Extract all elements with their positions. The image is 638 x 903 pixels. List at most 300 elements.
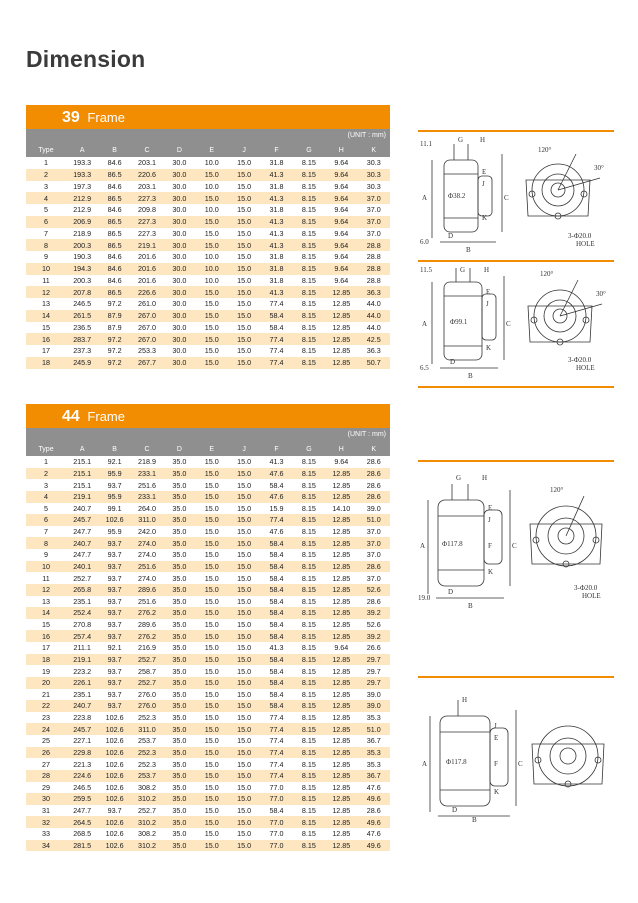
- table-cell: 12.85: [325, 747, 357, 759]
- table-cell: 212.9: [66, 204, 98, 216]
- table-cell: 58.4: [260, 689, 292, 701]
- table-cell: 8.15: [293, 596, 325, 608]
- table-cell: 15.0: [228, 239, 260, 251]
- table-cell: 17: [26, 642, 66, 654]
- table-cell: 87.9: [98, 322, 130, 334]
- table-cell: 265.8: [66, 584, 98, 596]
- table-cell: 12.85: [325, 700, 357, 712]
- column-header: K: [358, 143, 390, 157]
- table-cell: 8.15: [293, 251, 325, 263]
- table-cell: 41.3: [260, 228, 292, 240]
- table-cell: 41.3: [260, 456, 292, 468]
- column-header: C: [131, 143, 163, 157]
- diagram-label: A: [422, 320, 428, 328]
- table-cell: 15.0: [196, 654, 228, 666]
- table-cell: 15.0: [196, 561, 228, 573]
- table-cell: 190.3: [66, 251, 98, 263]
- table-cell: 8.15: [293, 468, 325, 480]
- table-cell: 30.0: [163, 169, 195, 181]
- table-row: [26, 286, 390, 298]
- divider: [418, 460, 614, 462]
- diagram-label: Φ117.8: [442, 540, 463, 548]
- table-cell: 311.0: [131, 723, 163, 735]
- table-cell: 203.1: [131, 181, 163, 193]
- table-cell: 15.0: [196, 310, 228, 322]
- table-row: [26, 537, 390, 549]
- table-cell: 12.85: [325, 689, 357, 701]
- table-cell: 97.2: [98, 345, 130, 357]
- table-cell: 8.15: [293, 157, 325, 169]
- table-cell: 15.0: [196, 700, 228, 712]
- table-cell: 84.6: [98, 251, 130, 263]
- table-cell: 92.1: [98, 642, 130, 654]
- table-cell: 15.0: [196, 758, 228, 770]
- table-cell: 35.0: [163, 503, 195, 515]
- table-cell: 15.0: [228, 654, 260, 666]
- table-cell: 215.1: [66, 456, 98, 468]
- table-cell: 93.7: [98, 677, 130, 689]
- table-cell: 215.1: [66, 468, 98, 480]
- table-cell: 49.6: [358, 840, 390, 852]
- diagram-label: H: [462, 696, 468, 704]
- table-cell: 12.85: [325, 333, 357, 345]
- diagram-label: B: [468, 372, 473, 380]
- divider: [418, 130, 614, 132]
- table-cell: 246.5: [66, 298, 98, 310]
- table-cell: 15.0: [196, 345, 228, 357]
- table-cell: 18: [26, 357, 66, 369]
- table-cell: 15.0: [228, 549, 260, 561]
- table-cell: 14.10: [325, 503, 357, 515]
- table-cell: 15.0: [196, 596, 228, 608]
- table-cell: 15.0: [228, 456, 260, 468]
- table-cell: 33: [26, 828, 66, 840]
- column-header: E: [196, 143, 228, 157]
- diagram-label: C: [518, 760, 523, 768]
- table-cell: 35.0: [163, 747, 195, 759]
- diagram-label: Φ38.2: [448, 192, 466, 200]
- table-cell: 9.64: [325, 228, 357, 240]
- table-cell: 8.15: [293, 479, 325, 491]
- table-cell: 15.0: [228, 216, 260, 228]
- table-cell: 10: [26, 263, 66, 275]
- table-cell: 9.64: [325, 263, 357, 275]
- table-cell: 31.8: [260, 251, 292, 263]
- diagram-label: E: [494, 734, 499, 742]
- diagram-label: E: [482, 168, 487, 176]
- table-cell: 15.0: [196, 712, 228, 724]
- table-cell: 8.15: [293, 840, 325, 852]
- table-row: [26, 712, 390, 724]
- table-cell: 86.5: [98, 216, 130, 228]
- table-cell: 223.2: [66, 665, 98, 677]
- table-cell: 36.3: [358, 286, 390, 298]
- table-cell: 47.6: [260, 526, 292, 538]
- table-cell: 252.3: [131, 712, 163, 724]
- table-cell: 240.7: [66, 503, 98, 515]
- table-cell: 12.85: [325, 735, 357, 747]
- table-cell: 77.4: [260, 758, 292, 770]
- table-cell: 93.7: [98, 689, 130, 701]
- table-row: [26, 735, 390, 747]
- table-cell: 37.0: [358, 204, 390, 216]
- table-row: [26, 275, 390, 287]
- table-cell: 9.64: [325, 157, 357, 169]
- table-cell: 20: [26, 677, 66, 689]
- table-cell: 35.0: [163, 840, 195, 852]
- table-cell: 37.0: [358, 526, 390, 538]
- table-cell: 310.2: [131, 840, 163, 852]
- table-row: [26, 677, 390, 689]
- table-cell: 37.0: [358, 572, 390, 584]
- table-cell: 42.5: [358, 333, 390, 345]
- table-cell: 8.15: [293, 561, 325, 573]
- table-cell: 8.15: [293, 782, 325, 794]
- table-cell: 30.0: [163, 216, 195, 228]
- table-cell: 41.3: [260, 192, 292, 204]
- table-cell: 31.8: [260, 275, 292, 287]
- compressor-diagram-44a: [418, 470, 614, 610]
- diagram-label: 11.1: [420, 140, 432, 148]
- table-cell: 10.0: [196, 251, 228, 263]
- table-cell: 261.5: [66, 310, 98, 322]
- table-cell: 58.4: [260, 572, 292, 584]
- table-cell: 15.0: [228, 228, 260, 240]
- table-cell: 14: [26, 607, 66, 619]
- table-cell: 8.15: [293, 526, 325, 538]
- column-header: Type: [26, 143, 66, 157]
- table-cell: 289.6: [131, 584, 163, 596]
- table-cell: 247.7: [66, 526, 98, 538]
- table-cell: 58.4: [260, 549, 292, 561]
- table-cell: 2: [26, 468, 66, 480]
- table-cell: 207.8: [66, 286, 98, 298]
- table-cell: 15.0: [196, 747, 228, 759]
- table-cell: 12.85: [325, 816, 357, 828]
- table-cell: 8.15: [293, 216, 325, 228]
- table-cell: 49.6: [358, 816, 390, 828]
- table-cell: 15.0: [196, 665, 228, 677]
- table-cell: 4: [26, 192, 66, 204]
- table-cell: 15.0: [196, 619, 228, 631]
- table-cell: 270.8: [66, 619, 98, 631]
- table-cell: 58.4: [260, 310, 292, 322]
- table-header-row: [26, 442, 390, 456]
- table-cell: 58.4: [260, 665, 292, 677]
- table-cell: 15.0: [228, 816, 260, 828]
- diagram-label: J: [486, 300, 489, 308]
- table-cell: 102.6: [98, 735, 130, 747]
- table-cell: 12.85: [325, 619, 357, 631]
- table-cell: 31.8: [260, 263, 292, 275]
- table-cell: 28: [26, 770, 66, 782]
- diagram-label: A: [422, 760, 428, 768]
- table-cell: 15.0: [228, 310, 260, 322]
- table-cell: 12.85: [325, 549, 357, 561]
- diagram-label: G: [460, 266, 466, 274]
- table-cell: 11: [26, 572, 66, 584]
- table-cell: 12.85: [325, 479, 357, 491]
- table-cell: 95.9: [98, 491, 130, 503]
- table-cell: 35.0: [163, 793, 195, 805]
- table-row: [26, 758, 390, 770]
- frame-44-number: 44: [62, 408, 80, 425]
- table-cell: 15.0: [228, 298, 260, 310]
- table-cell: 58.4: [260, 596, 292, 608]
- table-cell: 84.6: [98, 275, 130, 287]
- table-cell: 41.3: [260, 216, 292, 228]
- table-cell: 28.6: [358, 479, 390, 491]
- diagram-label: HOLE: [576, 364, 595, 372]
- table-cell: 8: [26, 239, 66, 251]
- table-cell: 22: [26, 700, 66, 712]
- table-cell: 8.15: [293, 619, 325, 631]
- table-cell: 15.0: [196, 630, 228, 642]
- table-cell: 10.0: [196, 204, 228, 216]
- table-cell: 39.0: [358, 503, 390, 515]
- table-row: [26, 298, 390, 310]
- column-header: E: [196, 442, 228, 456]
- table-cell: 12.85: [325, 286, 357, 298]
- table-cell: 32: [26, 816, 66, 828]
- table-cell: 8.15: [293, 514, 325, 526]
- table-cell: 226.1: [66, 677, 98, 689]
- table-cell: 30.0: [163, 345, 195, 357]
- diagram-label: A: [420, 542, 426, 550]
- table-cell: 93.7: [98, 584, 130, 596]
- table-cell: 30.0: [163, 286, 195, 298]
- table-cell: 30.0: [163, 228, 195, 240]
- diagram-label: 6.5: [420, 364, 429, 372]
- table-row: [26, 572, 390, 584]
- table-cell: 8.15: [293, 770, 325, 782]
- table-cell: 9.64: [325, 169, 357, 181]
- table-cell: 15.0: [228, 619, 260, 631]
- column-header: H: [325, 442, 357, 456]
- table-cell: 77.4: [260, 723, 292, 735]
- table-cell: 35.0: [163, 712, 195, 724]
- table-cell: 93.7: [98, 654, 130, 666]
- table-cell: 224.6: [66, 770, 98, 782]
- table-cell: 39.2: [358, 607, 390, 619]
- compressor-drawing: [418, 470, 614, 610]
- table-cell: 9.64: [325, 216, 357, 228]
- table-cell: 8.15: [293, 169, 325, 181]
- table-cell: 268.5: [66, 828, 98, 840]
- table-cell: 97.2: [98, 298, 130, 310]
- diagram-label: H: [484, 266, 490, 274]
- page-title: Dimension: [26, 46, 146, 72]
- table-cell: 77.4: [260, 357, 292, 369]
- table-cell: 35.0: [163, 596, 195, 608]
- diagram-label: 30°: [594, 164, 604, 172]
- table-cell: 30.0: [163, 181, 195, 193]
- table-cell: 283.7: [66, 333, 98, 345]
- table-cell: 37.0: [358, 537, 390, 549]
- table-cell: 93.7: [98, 700, 130, 712]
- table-cell: 35.0: [163, 689, 195, 701]
- table-cell: 10.0: [196, 275, 228, 287]
- table-cell: 21: [26, 689, 66, 701]
- table-cell: 9.64: [325, 181, 357, 193]
- table-cell: 257.4: [66, 630, 98, 642]
- table-cell: 36.3: [358, 345, 390, 357]
- table-row: [26, 816, 390, 828]
- table-row: [26, 322, 390, 334]
- diagram-label: C: [504, 194, 509, 202]
- table-cell: 8.15: [293, 828, 325, 840]
- table-cell: 35.0: [163, 770, 195, 782]
- table-row: [26, 357, 390, 369]
- diagram-label: 120°: [540, 270, 554, 278]
- table-cell: 35.0: [163, 805, 195, 817]
- diagram-label: A: [422, 194, 428, 202]
- table-row: [26, 216, 390, 228]
- table-cell: 58.4: [260, 561, 292, 573]
- table-cell: 9: [26, 549, 66, 561]
- table-cell: 41.3: [260, 239, 292, 251]
- diagram-label: G: [458, 136, 464, 144]
- table-cell: 9.64: [325, 456, 357, 468]
- table-cell: 15.0: [228, 561, 260, 573]
- table-row: [26, 689, 390, 701]
- table-cell: 15.9: [260, 503, 292, 515]
- table-cell: 9.64: [325, 204, 357, 216]
- table-cell: 35.0: [163, 642, 195, 654]
- table-cell: 93.7: [98, 607, 130, 619]
- table-cell: 15.0: [196, 216, 228, 228]
- table-cell: 9.64: [325, 275, 357, 287]
- table-cell: 264.0: [131, 503, 163, 515]
- table-cell: 276.2: [131, 630, 163, 642]
- frame-44-unit: (UNIT : mm): [26, 428, 390, 442]
- table-cell: 4: [26, 491, 66, 503]
- table-cell: 30.0: [163, 333, 195, 345]
- frame-44-table: [26, 442, 390, 851]
- compressor-drawing: [418, 134, 614, 256]
- table-cell: 15.0: [196, 286, 228, 298]
- table-cell: 200.3: [66, 275, 98, 287]
- table-cell: 30.3: [358, 157, 390, 169]
- table-row: [26, 782, 390, 794]
- frame-39-unit: (UNIT : mm): [26, 129, 390, 143]
- table-cell: 8.15: [293, 712, 325, 724]
- table-cell: 310.2: [131, 816, 163, 828]
- diagram-label: B: [468, 602, 473, 610]
- table-cell: 8.15: [293, 286, 325, 298]
- table-cell: 15.0: [228, 251, 260, 263]
- table-cell: 201.6: [131, 251, 163, 263]
- table-cell: 5: [26, 204, 66, 216]
- compressor-diagram-44b: [418, 694, 614, 824]
- table-cell: 93.7: [98, 479, 130, 491]
- table-cell: 7: [26, 526, 66, 538]
- table-cell: 28.8: [358, 263, 390, 275]
- table-row: [26, 770, 390, 782]
- table-cell: 35.0: [163, 491, 195, 503]
- table-cell: 258.7: [131, 665, 163, 677]
- table-cell: 8.15: [293, 700, 325, 712]
- table-cell: 39.0: [358, 700, 390, 712]
- table-cell: 28.6: [358, 805, 390, 817]
- table-cell: 16: [26, 630, 66, 642]
- table-cell: 58.4: [260, 607, 292, 619]
- table-row: [26, 654, 390, 666]
- table-cell: 274.0: [131, 549, 163, 561]
- table-cell: 8.15: [293, 228, 325, 240]
- table-cell: 39.2: [358, 630, 390, 642]
- table-cell: 15.0: [196, 239, 228, 251]
- diagram-label: 3-Φ20.0: [568, 356, 592, 364]
- table-cell: 8.15: [293, 322, 325, 334]
- table-cell: 93.7: [98, 572, 130, 584]
- table-cell: 51.0: [358, 723, 390, 735]
- table-cell: 93.7: [98, 549, 130, 561]
- table-cell: 44.0: [358, 310, 390, 322]
- diagram-label: 3-Φ20.0: [568, 232, 592, 240]
- table-cell: 229.8: [66, 747, 98, 759]
- table-row: [26, 333, 390, 345]
- table-cell: 12.85: [325, 537, 357, 549]
- table-cell: 11: [26, 275, 66, 287]
- table-cell: 30.0: [163, 251, 195, 263]
- frame-44-header: [26, 404, 390, 428]
- column-header: K: [358, 442, 390, 456]
- table-cell: 95.9: [98, 468, 130, 480]
- table-cell: 44.0: [358, 322, 390, 334]
- table-cell: 276.2: [131, 607, 163, 619]
- table-cell: 35.0: [163, 630, 195, 642]
- table-cell: 8.15: [293, 549, 325, 561]
- table-cell: 219.1: [66, 654, 98, 666]
- divider: [418, 386, 614, 388]
- table-cell: 2: [26, 169, 66, 181]
- table-cell: 215.1: [66, 479, 98, 491]
- table-cell: 15.0: [196, 642, 228, 654]
- table-cell: 12: [26, 584, 66, 596]
- table-cell: 95.9: [98, 526, 130, 538]
- table-cell: 8.15: [293, 630, 325, 642]
- table-cell: 15.0: [228, 468, 260, 480]
- diagram-label: C: [506, 320, 511, 328]
- table-cell: 86.5: [98, 286, 130, 298]
- table-cell: 221.3: [66, 758, 98, 770]
- diagram-label: J: [494, 722, 497, 730]
- table-cell: 15.0: [196, 514, 228, 526]
- table-cell: 310.2: [131, 793, 163, 805]
- table-cell: 97.2: [98, 357, 130, 369]
- table-cell: 27: [26, 758, 66, 770]
- table-cell: 28.8: [358, 239, 390, 251]
- table-row: [26, 665, 390, 677]
- table-cell: 212.9: [66, 192, 98, 204]
- column-header: F: [260, 442, 292, 456]
- table-cell: 15.0: [228, 700, 260, 712]
- table-row: [26, 514, 390, 526]
- table-cell: 8.15: [293, 537, 325, 549]
- table-cell: 7: [26, 228, 66, 240]
- table-cell: 15.0: [196, 607, 228, 619]
- table-cell: 77.4: [260, 747, 292, 759]
- table-cell: 15.0: [196, 192, 228, 204]
- table-row: [26, 228, 390, 240]
- table-row: [26, 263, 390, 275]
- table-cell: 12: [26, 286, 66, 298]
- table-cell: 15.0: [228, 630, 260, 642]
- table-cell: 15.0: [196, 584, 228, 596]
- table-cell: 15.0: [228, 322, 260, 334]
- table-cell: 227.3: [131, 216, 163, 228]
